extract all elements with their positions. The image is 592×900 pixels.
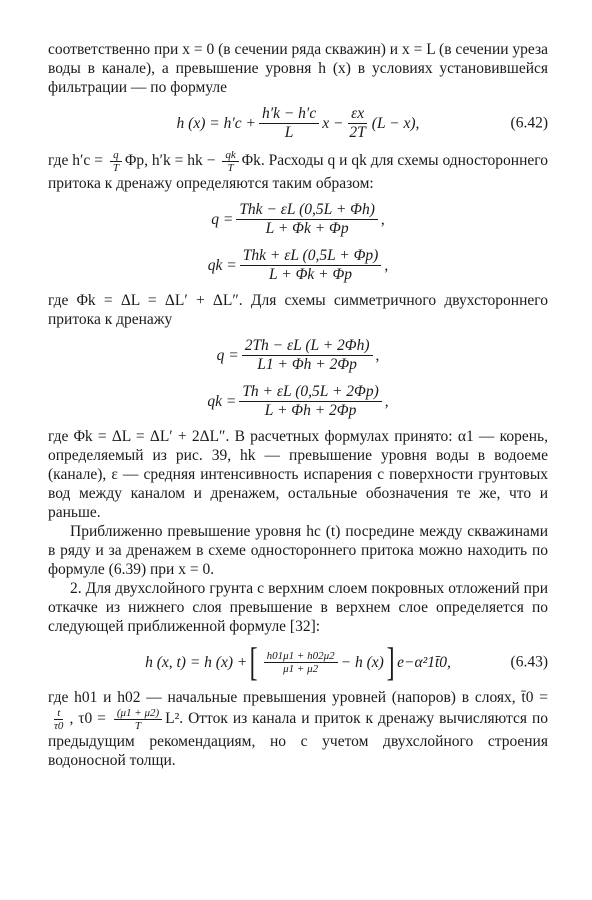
- eq42-lhs: h (x) = h′c +: [176, 114, 256, 132]
- eq-qk1-lhs: qk =: [207, 256, 237, 274]
- paragraph-5: Приближенно превышение уровня hc (t) посредине между скважинами в ряду и за дренажем в схеме одностороннего притока можно находить по формуле (6.39) при x = 0.: [48, 523, 548, 578]
- paragraph-3: где Φk = ΔL = ΔL′ + ΔL″. Для схемы симметричного двухстороннего притока к дренажу: [48, 292, 548, 328]
- p2-fnum-2: qk: [222, 149, 238, 162]
- page-body: [48, 40, 548, 770]
- p7-fraction-1: [51, 707, 66, 732]
- eq-qk1-tail: ,: [384, 256, 389, 274]
- eq42-mid: x −: [322, 114, 344, 132]
- eq43-right-bracket: ]: [386, 639, 395, 684]
- eq-q2-lhs: q =: [216, 346, 239, 364]
- eq42-tail: (L − x),: [371, 114, 420, 132]
- eq43-left-bracket: [: [249, 639, 258, 684]
- eq43-lhs: h (x, t) = h (x) +: [145, 653, 248, 671]
- eq-q2-fraction: [242, 337, 373, 374]
- p2-fden-2: T: [227, 162, 234, 174]
- equation-qk-one-sided: [48, 245, 548, 285]
- eq-qk2-den: L + Φh + 2Φp: [264, 401, 357, 419]
- eq42-fraction-1: [259, 105, 319, 142]
- eq-q2-num: 2Th − εL (L + 2Φh): [242, 337, 373, 356]
- p2-fraction-1: [110, 149, 122, 174]
- p7-fraction-2: [114, 707, 162, 732]
- eq43-number: (6.43): [510, 653, 548, 671]
- p7-part-b: , τ0 =: [69, 710, 111, 728]
- eq-q1-fraction: [236, 201, 378, 238]
- eq-qk1-num: Thk + εL (0,5L + Φp): [240, 247, 382, 266]
- equation-q-one-sided: [48, 199, 548, 239]
- p7-fden-2: T: [134, 720, 142, 732]
- eq-qk2-tail: ,: [384, 392, 389, 410]
- eq42-number: (6.42): [510, 114, 548, 132]
- p2-fden-1: T: [112, 162, 119, 174]
- equation-6-42: [48, 103, 548, 143]
- eq-q2-tail: ,: [375, 346, 380, 364]
- p7-part-a: где h01 и h02 — начальные превышения уровней (напоров) в слоях, t̄0 =: [48, 689, 548, 706]
- p7-part-c: L². Отток из канала и приток к дренажу вычисляются по предыдущим рекомендациям, но с учетом двухслойного строения водоносной толщи.: [48, 710, 548, 769]
- eq43-mid: − h (x): [340, 653, 384, 671]
- paragraph-7: [48, 688, 548, 770]
- p7-fden-1: τ0: [54, 720, 64, 732]
- eq42-fraction-2: [346, 105, 368, 142]
- p7-fnum-2: (μ1 + μ2): [114, 707, 162, 720]
- eq-q1-den: L + Φk + Φp: [265, 219, 349, 237]
- equation-qk-two-sided: [48, 381, 548, 421]
- eq-q1-num: Thk − εL (0,5L + Φh): [236, 201, 378, 220]
- eq43-fraction: [264, 650, 338, 675]
- paragraph-2: [48, 149, 548, 193]
- p2-part-a: где h′c =: [48, 152, 107, 170]
- eq42-den-1: L: [284, 123, 294, 141]
- equation-6-43: [48, 639, 548, 684]
- eq42-num-1: h′k − h′c: [259, 105, 319, 124]
- eq-qk1-den: L + Φk + Φp: [269, 265, 353, 283]
- p2-fraction-2: [222, 149, 238, 174]
- paragraph-1: соответственно при x = 0 (в сечении ряда скважин) и x = L (в сечении уреза воды в канале), а превышение уровня h (x) в условиях установившейся фильтрации — по формуле: [48, 41, 548, 96]
- p2-fnum-1: q: [110, 149, 122, 162]
- p2-part-b: Φp, h′k = hk −: [124, 152, 220, 170]
- equation-q-two-sided: [48, 335, 548, 375]
- eq-qk1-fraction: [240, 247, 382, 284]
- eq43-exponential: e−α²1t̄0,: [397, 653, 451, 671]
- eq-qk2-lhs: qk =: [207, 392, 237, 410]
- p2-part-c: Φk. Расходы q и qk для схемы одностороннего притока к дренажу определяются таким образом:: [48, 152, 548, 192]
- paragraph-6: 2. Для двухслойного грунта с верхним слоем покровных отложений при откачке из нижнего слоя превышение в верхнем слое определяется по следующей приближенной формуле [32]:: [48, 580, 548, 635]
- p7-fnum-1: t: [54, 707, 63, 720]
- eq-qk2-fraction: [239, 383, 381, 420]
- eq-q1-tail: ,: [380, 210, 385, 228]
- paragraph-4: где Φk = ΔL = ΔL′ + 2ΔL″. В расчетных формулах принято: α1 — корень, определяемый из рис. 39, hk — превышение уровня воды в водоеме (канале), ε — средняя интенсивность испарения с поверхности грунтовых вод между каналом и дренажем, остальные обозначения те же, что и раньше.: [48, 428, 548, 521]
- eq43-den: μ1 + μ2: [283, 662, 319, 675]
- eq-q2-den: L1 + Φh + 2Φp: [257, 355, 357, 373]
- eq43-num: h01μ1 + h02μ2: [264, 650, 338, 663]
- eq-q1-lhs: q =: [211, 210, 234, 228]
- eq42-num-2: εx: [348, 105, 367, 124]
- eq-qk2-num: Th + εL (0,5L + 2Φp): [239, 383, 381, 402]
- eq42-den-2: 2T: [349, 123, 366, 141]
